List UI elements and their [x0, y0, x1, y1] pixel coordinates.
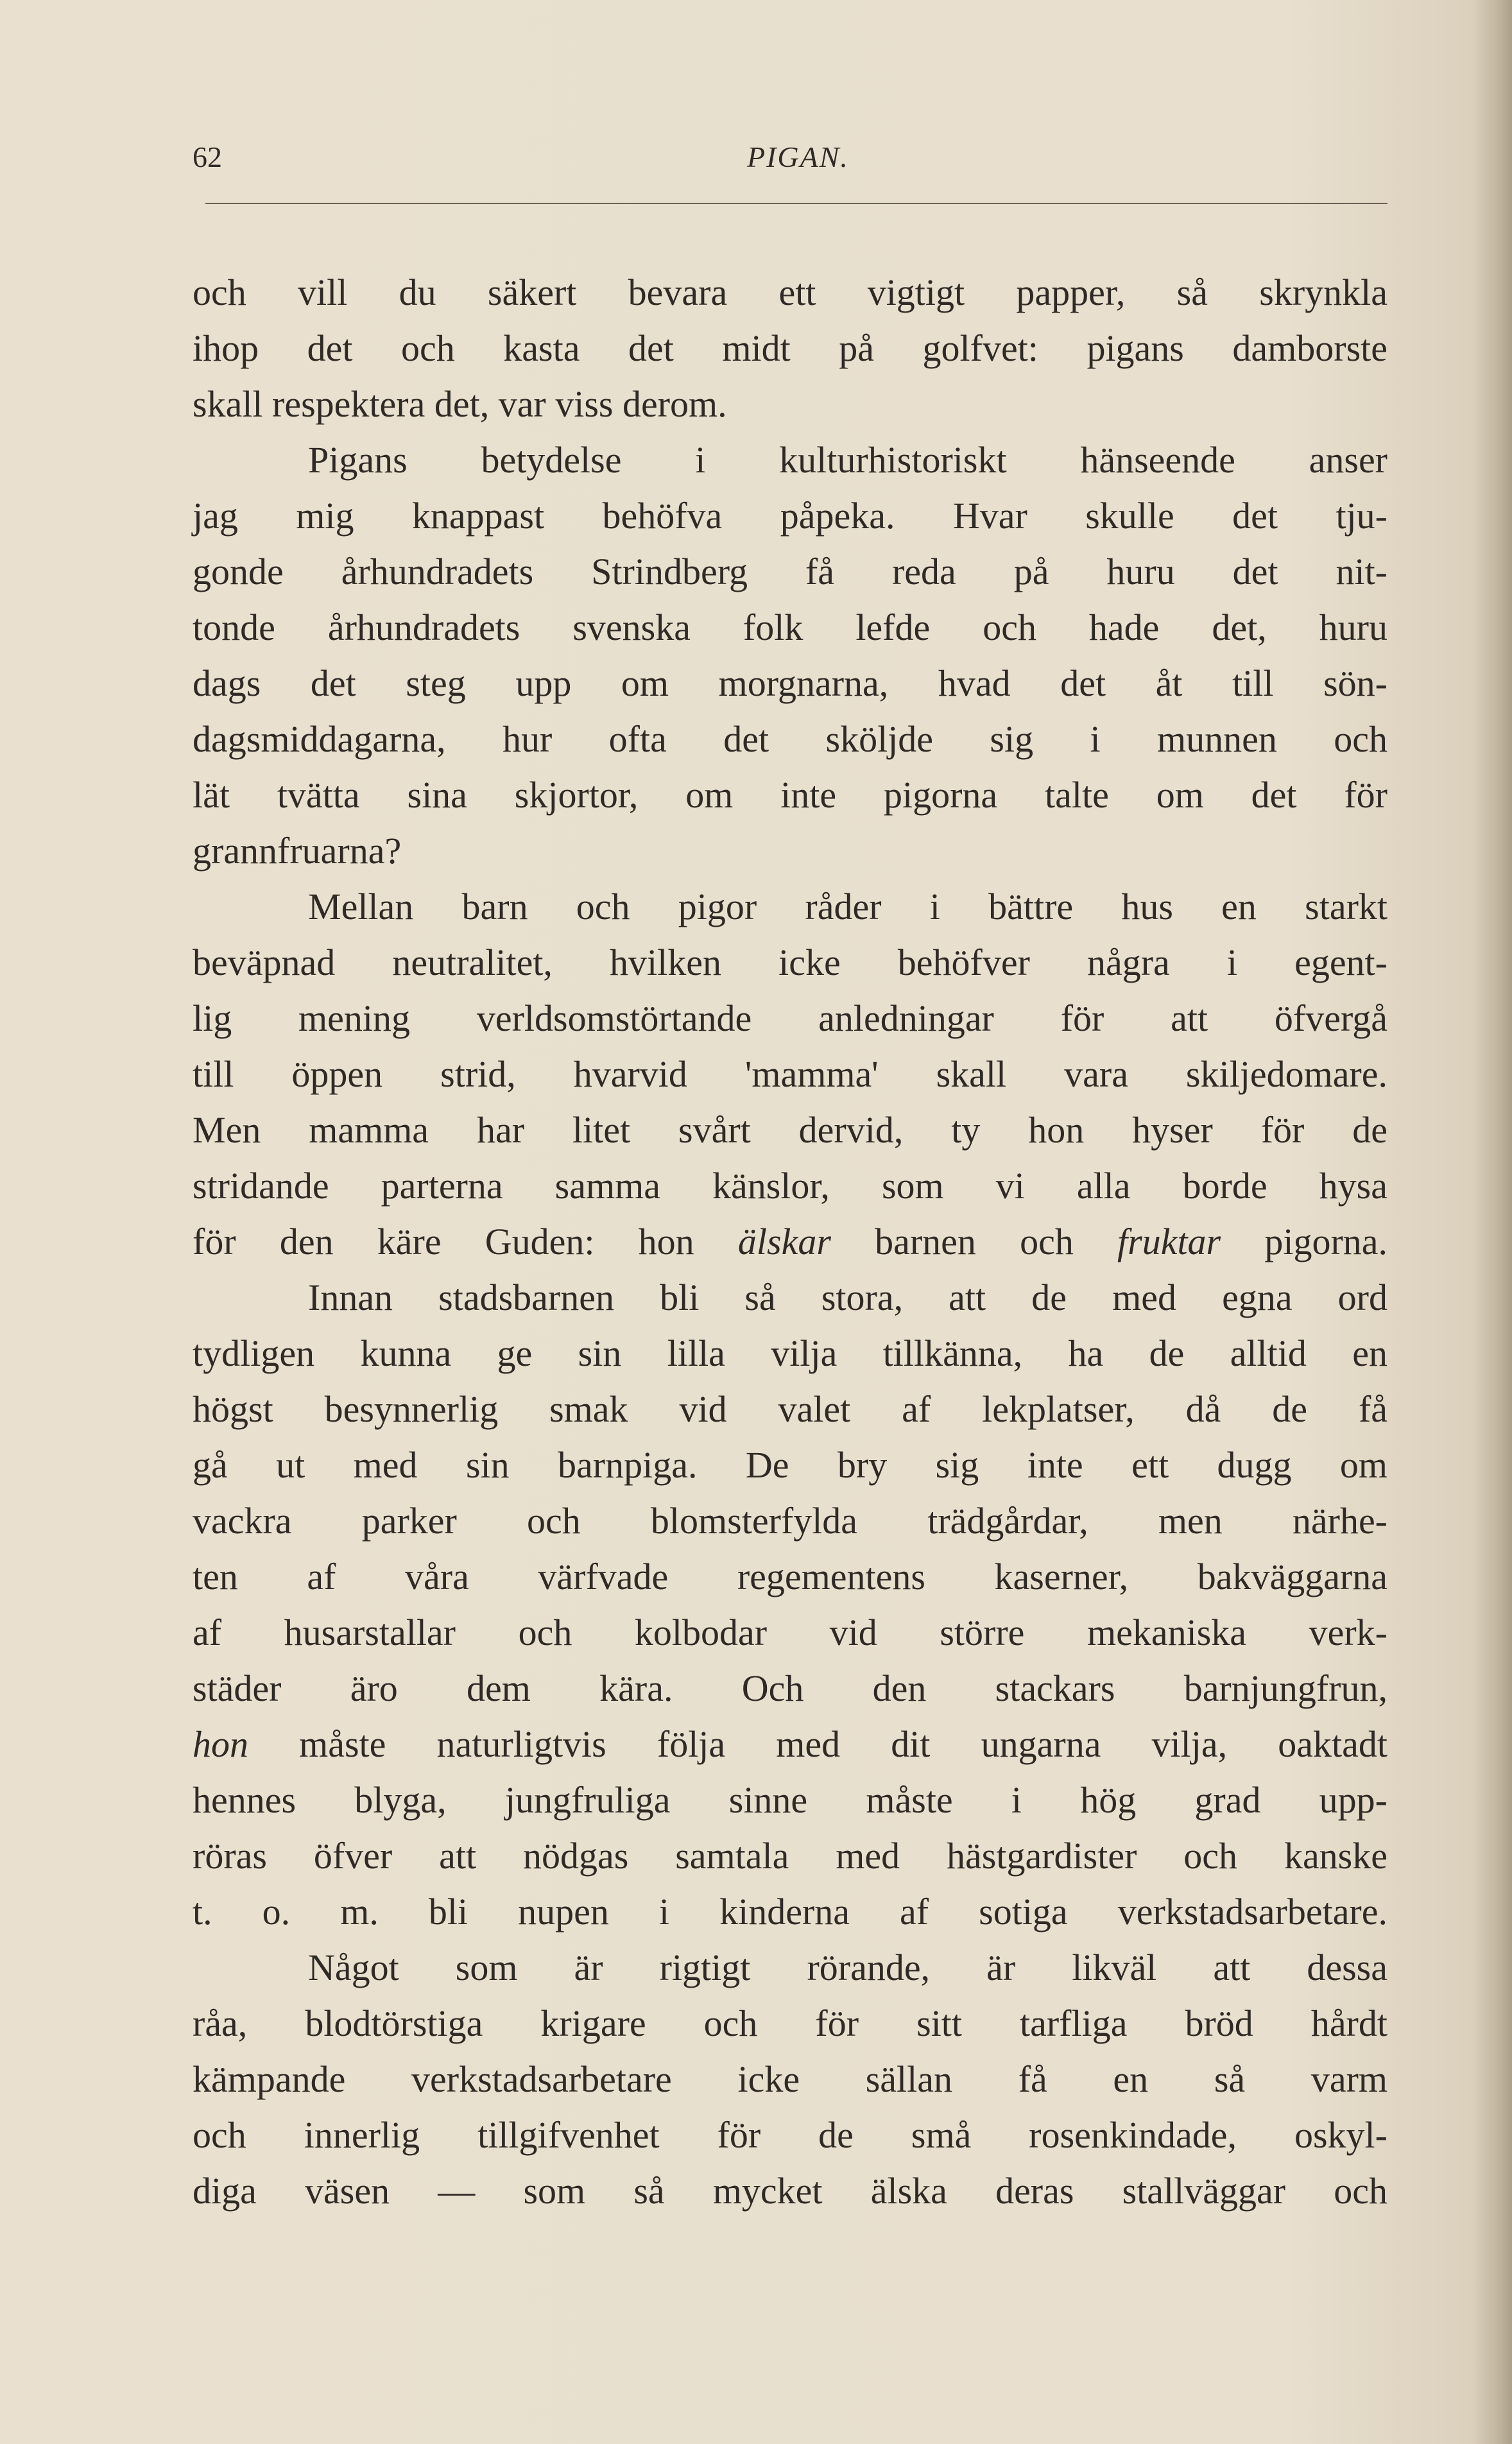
- text-line: tonde århundradets svenska folk lefde och hade det, huru: [193, 607, 1387, 648]
- text-line: skall respektera det, var viss derom.: [193, 383, 727, 425]
- header-rule: [205, 203, 1387, 204]
- text-line: dagsmiddagarna, hur ofta det sköljde sig i munnen och: [193, 718, 1387, 760]
- emphasis: älskar: [737, 1221, 831, 1262]
- body-text: [193, 264, 1387, 2219]
- text-line: ihop det och kasta det midt på golfvet: pigans damborste: [193, 327, 1387, 369]
- text-line: t. o. m. bli nupen i kinderna af sotiga verkstadsarbetare.: [193, 1891, 1387, 1932]
- text-line: röras öfver att nödgas samtala med hästgardister och kanske: [193, 1835, 1387, 1877]
- text-line: af husarstallar och kolbodar vid större mekaniska verk-: [193, 1612, 1387, 1653]
- text-line: dags det steg upp om morgnarna, hvad det åt till sön-: [193, 662, 1387, 704]
- text-line: gonde århundradets Strindberg få reda på huru det nit-: [193, 551, 1387, 592]
- text-line: råa, blodtörstiga krigare och för sitt tarfliga bröd hårdt: [193, 2002, 1387, 2044]
- page-number: 62: [193, 141, 222, 173]
- text-line: Innan stadsbarnen bli så stora, att de med egna ord: [308, 1277, 1387, 1318]
- text-line: lig mening verldsomstörtande anledningar för att öfvergå: [193, 997, 1387, 1039]
- text-line: gå ut med sin barnpiga. De bry sig inte ett dugg om: [193, 1444, 1387, 1486]
- text-line: städer äro dem kära. Och den stackars barnjungfrun,: [193, 1667, 1387, 1709]
- text-line: beväpnad neutralitet, hvilken icke behöfver några i egent-: [193, 942, 1387, 983]
- text-line: kämpande verkstadsarbetare icke sällan få en så varm: [193, 2058, 1387, 2100]
- emphasis: hon: [193, 1723, 248, 1765]
- text-line: tydligen kunna ge sin lilla vilja tillkänna, ha de alltid en: [193, 1332, 1387, 1374]
- text-line: hennes blyga, jungfruliga sinne måste i hög grad upp-: [193, 1779, 1387, 1821]
- page-edge-shadow: [1473, 0, 1512, 2444]
- text-line: grannfruarna?: [193, 830, 402, 872]
- text-line: hon måste naturligtvis följa med dit ungarna vilja, oaktadt: [193, 1723, 1387, 1765]
- emphasis: fruktar: [1117, 1221, 1221, 1262]
- running-title: PIGAN.: [747, 141, 849, 173]
- text-line: och innerlig tillgifvenhet för de små rosenkindade, oskyl-: [193, 2114, 1387, 2156]
- text-line: ten af våra värfvade regementens kaserner, bakväggarna: [193, 1556, 1387, 1597]
- text-line: stridande parterna samma känslor, som vi alla borde hysa: [193, 1165, 1387, 1207]
- text-line: Pigans betydelse i kulturhistoriskt hänseende anser: [308, 439, 1387, 481]
- text-line: för den käre Guden: hon älskar barnen och fruktar pigorna.: [193, 1221, 1388, 1262]
- text-line: jag mig knappast behöfva påpeka. Hvar skulle det tju-: [193, 495, 1387, 537]
- page-header: [193, 140, 1387, 191]
- text-line: högst besynnerlig smak vid valet af lekplatser, då de få: [193, 1388, 1387, 1430]
- text-line: lät tvätta sina skjortor, om inte pigorna talte om det för: [193, 774, 1387, 816]
- text-line: till öppen strid, hvarvid 'mamma' skall vara skiljedomare.: [193, 1053, 1387, 1095]
- text-line: Men mamma har litet svårt dervid, ty hon hyser för de: [193, 1109, 1387, 1151]
- text-line: och vill du säkert bevara ett vigtigt papper, så skrynkla: [193, 271, 1387, 313]
- text-line: vackra parker och blomsterfylda trädgårdar, men närhe-: [193, 1500, 1387, 1542]
- text-line: Något som är rigtigt rörande, är likväl att dessa: [308, 1947, 1387, 1988]
- text-line: diga väsen — som så mycket älska deras stallväggar och: [193, 2170, 1387, 2212]
- text-line: Mellan barn och pigor råder i bättre hus en starkt: [308, 886, 1387, 927]
